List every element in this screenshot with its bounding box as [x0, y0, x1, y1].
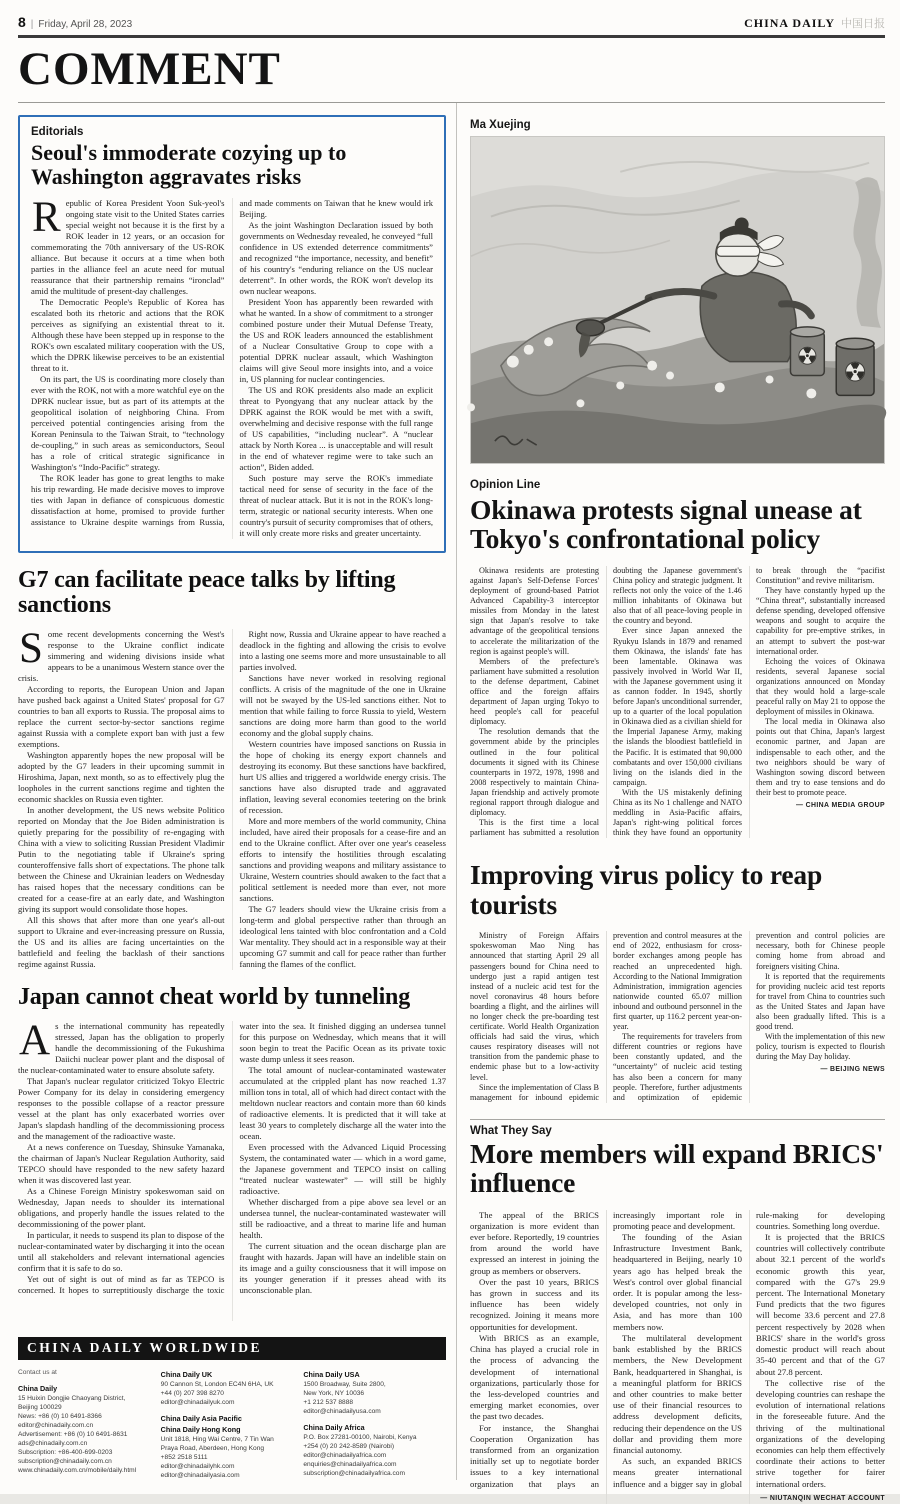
left-column	[18, 103, 457, 1480]
date-text: Friday, April 28, 2023	[38, 19, 133, 30]
footer-africa-lines	[303, 1433, 436, 1478]
paragraph: The requirements for travelers from different countries or regions have been constantly updated, and the “uncertainty” of nucleic acid testing has also been a concern for many people. Therefore, further adjustments and optimization of epidemic prevention and control policies are necessary, both for Chinese people coming home from abroad and foreigners visiting China.	[613, 931, 885, 1102]
paragraph: Advertisement: +86 (0) 10 6491-8631	[18, 1431, 128, 1439]
editorial-cartoon	[470, 136, 885, 464]
footer-uk-lines	[161, 1380, 294, 1407]
cartoon-illustration	[471, 137, 884, 463]
paragraph: This is the first time a local parliament has submitted a resolution doubting the Japanese government's China policy and strategic judgment. It reflects not only the voice of the 1.46 million inhabitants of Okinawa but also that of all peace-loving people in the country and beyond.	[470, 565, 742, 838]
paragraph: As the international community has repeatedly stressed, Japan has the obligation to properly handle the decommissioning of the Fukushima Daiichi nuclear power plant and the disposal of the nuclear-contaminated water to ensure absolute safety.	[18, 1017, 225, 1076]
opinion-line-kicker: Opinion Line	[470, 479, 541, 491]
paragraph: As a Chinese Foreign Ministry spokeswoman said on Wednesday, Japan needs to shoulder its international obligations, and properly handle the issues related to the decommissioning of the power plant.	[18, 1186, 225, 1230]
footer-hk-lines	[161, 1435, 294, 1480]
paragraph: The US and ROK presidents also made an explicit threat to Pyongyang that any nuclear attack by the DPRK against the ROK would be met with a swift, overwhelming and decisive response with the full range of US capabilities, “including nuclear”. A “nuclear attack by North Korea ... is unacceptable and will result in the end of whatever regime were to take such an action”, Biden added.	[239, 384, 433, 472]
paragraph: +852 2518 5111	[160, 1454, 208, 1462]
drop-cap: R	[32, 193, 61, 241]
paragraph: Over the past 10 years, BRICS has grown in success and its influence has been widely recognized. Joining it means more opportunities for development.	[470, 1276, 599, 1332]
masthead	[744, 15, 885, 31]
paragraph: Ministry of Foreign Affairs spokeswoman Mao Ning has announced that starting April 29 all passengers bound for China need to undergo just a rapid antigen test instead of a nucleic acid test for the novel coronavirus 48 hours before boarding a flight, and the airlines will no longer check the pre-boarding test certificate. World Health Organization officials had said the virus, which causes respiratory diseases will not transition from the pandemic phase to endemic phase but to a low-activity level.	[470, 931, 599, 1082]
paragraph: subscription@chinadailyafrica.com	[303, 1470, 405, 1478]
divider: |	[30, 19, 34, 30]
right-column	[457, 103, 885, 1504]
paragraph: Republic of Korea President Yoon Suk-yeol's ongoing state visit to the United States carries special weight not because it is the first by a ROK leader in 12 years, or an occasion for commemorating the 70th anniversary of the US-ROK alliance. But because it occurs at a time when both parties in the alliance feel an acute need for mutual reassurance that their partnership remains “ironclad” amid the multitude of present-day challenges.	[31, 193, 225, 296]
paragraph: It is projected that the BRICS countries will collectively contribute about 32.1 percent of the world's economic growth this year, compared with the G7's 29.9 percent. The International Monetary Fund predicts that the two figures will become 33.6 percent and 27.8 percent respectively by 2028 when BRICS' share in the world's gross domestic product will reach about 35-40 percent and that of the G7 about 27.8 percent.	[756, 1232, 885, 1377]
paragraph: +254 (0) 20 242-8589 (Nairobi)	[303, 1443, 395, 1451]
paragraph: With the US mistakenly defining China as its No 1 challenge and NATO meddling in Asia-Pacific affairs, Japan's right-wing political forces think they have found an opportunity to break through the “pacifist Constitution” and revive militarism.	[613, 565, 885, 838]
paragraph: Some recent developments concerning the West's response to the Ukraine conflict indicate simmering and widening divisions inside what appears to be a unanimous Western stance over the crisis.	[18, 624, 225, 683]
paragraph: Ever since Japan annexed the Ryukyu Islands in 1879 and renamed them Okinawa, the islands' fate has been lamentable. Okinawa was passively involved in World War II, with the Japanese government using it as cannon fodder. In 1945, shortly before Japan's unconditional surrender, up to a quarter of the local population in Okinawa died as a civilian shield for the Imperial Japanese Army, making the islands the bloodiest battlefield in the Pacific. It is estimated that 90,000 combatants and over 150,000 civilians living on the islands died in the campaign.	[613, 626, 742, 787]
footer-uk-title: China Daily UK	[160, 1370, 213, 1380]
footer-usa-title: China Daily USA	[303, 1370, 360, 1380]
editorials-box	[18, 115, 446, 553]
paragraph: In particular, it needs to suspend its plan to dispose of the nuclear-contaminated water by discharging it into the ocean until all stakeholders and relevant international agencies confirm that it is safe to do so.	[18, 1230, 225, 1274]
paragraph: The local media in Okinawa also points out that China, Japan's largest economic partner, and Japan are indispensable to each other, and the two neighbors should be wary of Washington sowing discord between them and try to ease tensions and do their best to promote peace.	[756, 717, 885, 797]
paragraph: Subscription: +86-400-699-0203	[18, 1449, 113, 1457]
paragraph: Western countries have imposed sanctions on Russia in the hope of choking its energy export channels and destroying its economy. But these sanctions have backfired, hurt US allies and triggered a worldwide energy crisis. The sanctions have also disrupted trade and aggravated inflation, leaving several economies teetering on the brink of recession.	[239, 738, 446, 815]
paragraph: editor@chinadailyafrica.com	[303, 1452, 387, 1460]
paragraph: editor@chinadailyasia.com	[160, 1472, 240, 1480]
footer-col-usa-africa	[303, 1368, 446, 1480]
paragraph: Yet out of sight is out of mind as far as TEPCO is concerned. It hopes to surreptitiously discharge the toxic water into the sea. It finished digging an undersea tunnel for this purpose on Wednesday, which means that it will soon begin to treat the Pacific Ocean as its private toxic waste dump unless it sees reason.	[18, 1021, 446, 1296]
seoul-headline: Seoul's immoderate cozying up to Washington aggravates risks	[31, 140, 347, 189]
cartoon-artist-label: Ma Xuejing	[470, 119, 531, 131]
paragraph: The total amount of nuclear-contaminated wastewater accumulated at the crippled plant has now reached 1.37 million tons in total, all of which had direct contact with the meltdown nuclear reactors and contain more than 60 kinds of radioactive elements. It is predicted that it will take at least 30 years to completely discharge all the water into the ocean.	[239, 1065, 446, 1142]
paragraph: As such, an expanded BRICS means greater international influence and a bigger say in global rule-making for developing countries. Something long overdue.	[613, 1209, 885, 1489]
paragraph: The collective rise of the developing countries can reshape the evolution of international relations in the foreseeable future. And the thriving of the multinational organizations of the developing economies can help them effectively coordinate their actions to better strive together for fairer international orders.	[756, 1377, 885, 1489]
paragraph: The current situation and the ocean discharge plan are fraught with hazards. Japan will have an indelible stain on its image and a guilty consciousness that it will impose on its younger generation if it presses ahead with its unconscionable plan.	[239, 1241, 446, 1296]
what-they-say-kicker: What They Say	[470, 1124, 552, 1137]
paragraph: It is reported that the requirements for providing nucleic acid test reports for travel from China to countries such as the United States and Japan have also been gradually lifted. This is a good trend.	[756, 971, 885, 1032]
page-header	[18, 14, 885, 31]
what-they-say-rule	[470, 1119, 885, 1120]
brics-headline: More members will expand BRICS' influence	[470, 1137, 884, 1199]
footer-africa-title: China Daily Africa	[303, 1423, 365, 1433]
paragraph: +44 (0) 207 398 8270	[160, 1390, 224, 1398]
paragraph: Whether discharged from a pipe above sea level or an undersea tunnel, the nuclear-contaminated wastewater will still be radioactive, and a threat to marine life and human health.	[239, 1197, 446, 1241]
page-date	[18, 14, 132, 30]
paragraph: editor@chinadaily.com.cn	[18, 1422, 94, 1430]
paragraph: News: +86 (0) 10 6491-8366	[18, 1413, 102, 1421]
footer-asia-title: China Daily Asia Pacific	[160, 1414, 242, 1424]
paragraph: Right now, Russia and Ukraine appear to have reached a deadlock in the fighting and allowing the crisis to evolve into a lasting one seems more and more unsustainable to all parties involved.	[239, 628, 446, 672]
paragraph: More and more members of the world community, China included, have aired their proposals for a cease-fire and an end to the Ukraine conflict. After over one year's ceaseless efforts to intensify the hostilities through escalating sanctions and providing weapons and military assistance to Ukraine, Western countries should awaken to the fact that a political settlement is needed more than ever, not more sanctions.	[239, 815, 446, 903]
g7-headline: G7 can facilitate peace talks by lifting sanctions	[18, 566, 396, 618]
footer-hq-lines	[18, 1394, 151, 1475]
paragraph: +1 212 537 8888	[303, 1399, 354, 1407]
paragraph: That Japan's nuclear regulator criticized Tokyo Electric Power Company for its delay in considering emergency responses to the possible collapse of a reactor pressure vessel at the plant has only exacerbated worries over Japan's slapdash handling of the decommissioning process and the management of the radioactive waste.	[18, 1076, 225, 1142]
drop-cap: S	[19, 624, 43, 672]
worldwide-footer	[18, 1337, 446, 1480]
paragraph: Even processed with the Advanced Liquid Processing System, the contaminated water — which in a word game, the Japanese government and TEPCO insist on calling “treated nuclear wastewater” — will still be highly radioactive.	[239, 1142, 446, 1197]
article-g7	[18, 568, 446, 970]
paragraph: For instance, the Shanghai Cooperation Organization has transformed from an organization initially set up to negotiate border issues to a key international organization that plays an increasingly important role in promoting peace and development.	[470, 1209, 742, 1489]
paragraph: 1500 Broadway, Suite 2800,	[303, 1381, 386, 1389]
paragraph: At a news conference on Tuesday, Shinsuke Yamanaka, the chairman of Japan's Nuclear Regulation Authority, said TEPCO should have responded to the new safety hazard when it was discovered last year.	[18, 1142, 225, 1186]
seoul-article-body	[31, 193, 433, 539]
okinawa-credit: — CHINA MEDIA GROUP	[795, 802, 885, 809]
worldwide-banner: CHINA DAILY WORLDWIDE	[18, 1337, 446, 1360]
top-rule	[18, 35, 885, 38]
paragraph: The founding of the Asian Infrastructure Investment Bank, headquartered in Beijing, nearly 10 years ago has helped break the West's control over global financial order. It is popular among the less-developed countries, not only in Asia, and has more than 100 members now.	[613, 1232, 742, 1332]
g7-article-body	[18, 624, 446, 970]
okinawa-article-body	[470, 566, 885, 839]
japan-headline: Japan cannot cheat world by tunneling	[18, 983, 410, 1010]
footer-hq-title: China Daily	[18, 1384, 58, 1394]
section-title: COMMENT	[18, 43, 281, 95]
virus-article-body	[470, 931, 885, 1103]
paragraph: 15 Huixin Dongjie Chaoyang District,	[18, 1395, 126, 1403]
paragraph: With BRICS as an example, China has played a crucial role in the process of advancing the development of international organizations, particularly those for the less-developed countries and emerging market economies, over the past two decades.	[470, 1332, 599, 1422]
paragraph: In another development, the US news website Politico reported on Monday that the Joe Biden administration is quietly preparing for the possibility of re-engaging with China with a view to soliciting Russian President Vladimir Putin to the negotiating table if Ukraine's spring counteroffensive falls short of expectations. The phone talk between the Chinese and Ukrainian leaders on Wednesday has raised hopes that the necessary conditions can be created for a cease-fire at an early date, and Washington giving its support would consolidate those hopes.	[18, 804, 225, 914]
paragraph: New York, NY 10036	[303, 1390, 365, 1398]
paragraph: With the implementation of this new policy, tourism is expected to flourish during the May Day holiday.	[756, 1032, 885, 1062]
paragraph: 90 Cannon St, London EC4N 6HA, UK	[160, 1381, 274, 1389]
paragraph: The G7 leaders should view the Ukraine crisis from a long-term and global perspective rather than through an ideological lens tainted with bloc confrontation and a Cold War mentality. They should act in a responsible way at their upcoming G7 summit and call for peace rather than further fanning the flames of the conflict.	[239, 903, 446, 969]
paragraph: enquiries@chinadailyafrica.com	[303, 1461, 397, 1469]
paragraph: Okinawa residents are protesting against Japan's Self-Defense Forces' deployment of ground-based Patriot Advanced Capability-3 interceptor missiles from Monday in the latest sign that Japan's resolve to take advantage of the geopolitical tensions to accelerate the militarization of the region is against people's will.	[470, 565, 599, 656]
japan-article-body	[18, 1017, 446, 1321]
paragraph: Echoing the voices of Okinawa residents, several Japanese social organizations announced on Monday that they would hold a large-scale peaceful rally on May 21 to oppose the deployment of missiles in Okinawa.	[756, 656, 885, 717]
virus-credit: — BEIJING NEWS	[820, 1066, 885, 1074]
paragraph: President Yoon has apparently been rewarded with what he wanted. In a show of commitment to a stronger combined posture under their Mutual Defense Treaty, the US and ROK leaders announced the establishment of a Nuclear Consultative Group to cope with a potential DPRK nuclear assault, which Washington claims will give Seoul more insights into, and a voice in, US planning for nuclear contingencies.	[239, 296, 433, 384]
brics-article-body	[470, 1210, 885, 1504]
editorials-kicker: Editorials	[31, 126, 84, 138]
okinawa-headline: Okinawa protests signal unease at Tokyo's confrontational policy	[470, 494, 862, 555]
paragraph: According to reports, the European Union and Japan have pushed back against a United States' proposal for G7 countries to ban all exports to Russia. The proposal aims to replace the current sector-by-sector sanctions regime against Russia with a complete export ban with just a few exemptions.	[18, 683, 225, 749]
paragraph: Beijing 100029	[18, 1404, 62, 1412]
footer-col-uk-asia	[161, 1368, 304, 1480]
page-content	[18, 103, 885, 1504]
paragraph: ads@chinadaily.com.cn	[18, 1440, 88, 1448]
masthead-chinese: 中国日报	[841, 18, 885, 30]
paragraph: Members of the prefecture's parliament have submitted a resolution to the defense department, Cabinet office and the foreign affairs department of Japan urging Tokyo to heed people's call for peaceful diplomacy.	[470, 656, 599, 727]
paragraph: editor@chinadailyhk.com	[160, 1463, 235, 1471]
brics-credit: — NIUTANQIN WECHAT ACCOUNT	[760, 1494, 885, 1502]
masthead-latin: CHINA DAILY	[744, 16, 835, 30]
footer-hk-title: China Daily Hong Kong	[160, 1425, 241, 1435]
paragraph: On its part, the US is coordinating more closely than ever with the ROK, not with a more watchful eye on the DPRK nuclear issue, but as part of its attempts at the geopolitical isolation of neighboring China. From perceived potential contingencies arising from the Korean Peninsula to the Taiwan Strait, to “technology de-coupling,” in such areas as semiconductors, Seoul has a role of critical strategic significance in Washington's “Indo-Pacific” strategy.	[31, 373, 225, 472]
paragraph: As the joint Washington Declaration issued by both governments on Wednesday revealed, he conveyed “full confidence in US extended deterrence commitments” and recognized “the importance, necessity, and benefit” of his country's “enduring reliance on the US nuclear deterrent”. In other words, the ROK won't develop its own nuclear weapons.	[239, 219, 433, 296]
footer-usa-lines	[303, 1380, 436, 1416]
paragraph: P.O. Box 27281-00100, Nairobi, Kenya	[303, 1434, 417, 1442]
paragraph: All this shows that after more than one year's all-out support to Ukraine and ever-increasing pressure on Russia, the US and its allies are facing uncertainties on the battlefield and feeling the backlash of their sanctions regime against Russia.	[18, 914, 225, 969]
paragraph: subscription@chinadaily.com.cn	[18, 1458, 112, 1466]
footer-col-hq	[18, 1368, 161, 1480]
paragraph: The Democratic People's Republic of Korea has escalated both its rhetoric and actions that the ROK perceives as signifying an existential threat to it. Although these have been stepped up in response to the ROK's own escalated military cooperation with the US, which the DPRK likewise perceives to be an existential threat to it.	[31, 296, 225, 373]
paragraph: editor@chinadailyusa.com	[303, 1408, 381, 1416]
paragraph: Such posture may serve the ROK's immediate tactical need for sense of security in the face of the threat of nuclear attack. But it is not in the ROK's long-term, strategic or national security interests. When one country's pursuit of security compromises that of others, it will only create more risks and greater uncertainty.	[239, 472, 433, 538]
paragraph: Sanctions have never worked in resolving regional conflicts. A crisis of the magnitude of the one in Ukraine will not be swayed by the US-led sanctions either. Not to mention that while failing to force Russia to yield, Western sanctions are doing more harm than good to the world economy and the global supply chains.	[239, 672, 446, 738]
paragraph: They have constantly hyped up the “China threat”, substantially increased defense spending, developed offensive weapons and sought to acquire the capability for pre-emptive strikes, in an attempt to subvert the post-war international order.	[756, 586, 885, 656]
drop-cap: A	[19, 1017, 51, 1065]
paragraph: Washington apparently hopes the new proposal will be adopted by the G7 leaders in their upcoming summit in Hiroshima, Japan, next month, so as to effectively plug the loopholes in the current sanctions regime and tighten the economic shackles on Russia even tighter.	[18, 749, 225, 804]
contact-label: Contact us at	[18, 1369, 57, 1377]
footer-columns	[18, 1368, 446, 1480]
page-number: 8	[18, 14, 26, 30]
article-japan	[18, 985, 446, 1321]
paragraph: Unit 1818, Hing Wai Centre, 7 Tin Wan	[160, 1436, 274, 1444]
paragraph: The resolution demands that the government abide by the principles outlined in the four political documents it signed with its Chinese counterparts in 1972, 1978, 1998 and 2008 respectively to maintain China-Japan friendship and actively promote regional rapport through dialogue and diplomacy.	[470, 727, 599, 818]
paragraph: The multilateral development bank established by the BRICS members, the New Development Bank, headquartered in Shanghai, is a meaningful platform for BRICS and other countries to make better use of their financial resources to address development deficits, reducing their dependence on the US dollar and providing them more financial autonomy.	[613, 1332, 742, 1455]
paragraph: Praya Road, Aberdeen, Hong Kong	[160, 1445, 265, 1453]
virus-headline: Improving virus policy to reap tourists	[470, 859, 823, 920]
paragraph: Since the implementation of Class B management for inbound epidemic prevention and control measures at the end of 2022, enthusiasm for cross-border exchanges among people has reached an unprecedented high. According to the National Immigration Administration, immigration agencies nationwide counted 65.07 million inbound and outbound personnel in the first quarter, up 116.2 percent year-on-year.	[470, 931, 742, 1102]
paragraph: The appeal of the BRICS organization is more evident than ever before. Reportedly, 19 countries from around the world have expressed an interest in joining the group as members or observers.	[470, 1209, 599, 1276]
paragraph: www.chinadaily.com.cn/mobile/daily.html	[18, 1467, 137, 1475]
paragraph: The ROK leader has gone to great lengths to make his trip rewarding. He made decisive moves to improve ties with Japan in defiance of conspicuous domestic dissatisfaction at home, promised to provide further assistance to Ukraine despite warnings from Russia, and made comments on Taiwan that he knew would irk Beijing.	[31, 197, 433, 527]
paragraph: editor@chinadailyuk.com	[160, 1399, 235, 1407]
